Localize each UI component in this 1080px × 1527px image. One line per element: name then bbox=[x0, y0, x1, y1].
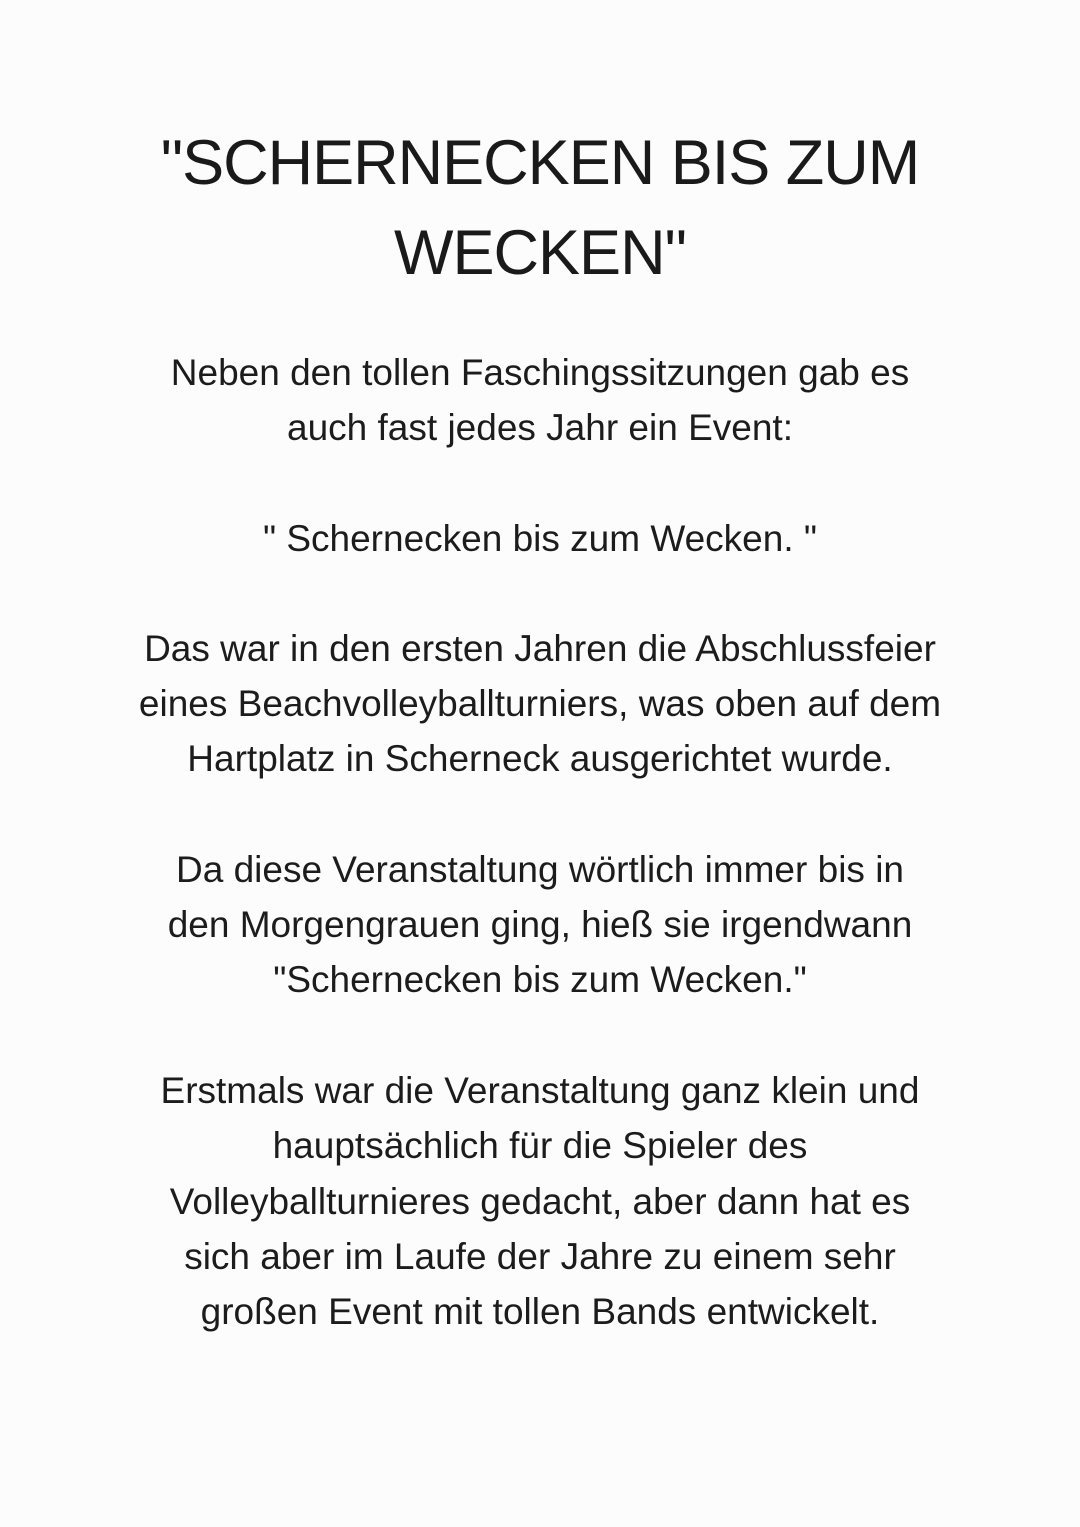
paragraph-line: Volleyballturnieres gedacht, aber dann hat es bbox=[169, 1181, 911, 1222]
page-title bbox=[60, 118, 1020, 298]
paragraph-line: auch fast jedes Jahr ein Event: bbox=[287, 407, 793, 448]
paragraph-line: Da diese Veranstaltung wörtlich immer bis in bbox=[176, 849, 904, 890]
paragraph-line: hauptsächlich für die Spieler des bbox=[272, 1125, 808, 1166]
paragraph-line: eines Beachvolleyballturniers, was oben auf dem bbox=[138, 683, 942, 724]
paragraph-line: den Morgengrauen ging, hieß sie irgendwann bbox=[167, 904, 913, 945]
paragraph-line: Erstmals war die Veranstaltung ganz klein und bbox=[160, 1070, 920, 1111]
paragraph-line: sich aber im Laufe der Jahre zu einem sehr bbox=[184, 1236, 896, 1277]
title-line: "SCHERNECKEN BIS ZUM bbox=[160, 128, 920, 198]
paragraph-line: " Schernecken bis zum Wecken. " bbox=[262, 518, 818, 559]
paragraph-line: großen Event mit tollen Bands entwickelt. bbox=[200, 1291, 880, 1332]
paragraph-line: Hartplatz in Scherneck ausgerichtet wurde. bbox=[187, 738, 893, 779]
title-line: WECKEN" bbox=[394, 218, 686, 288]
paragraph-line: "Schernecken bis zum Wecken." bbox=[273, 959, 807, 1000]
paragraph-line: Neben den tollen Faschingssitzungen gab es bbox=[170, 352, 910, 393]
paragraph-line: Das war in den ersten Jahren die Abschlussfeier bbox=[144, 628, 936, 669]
